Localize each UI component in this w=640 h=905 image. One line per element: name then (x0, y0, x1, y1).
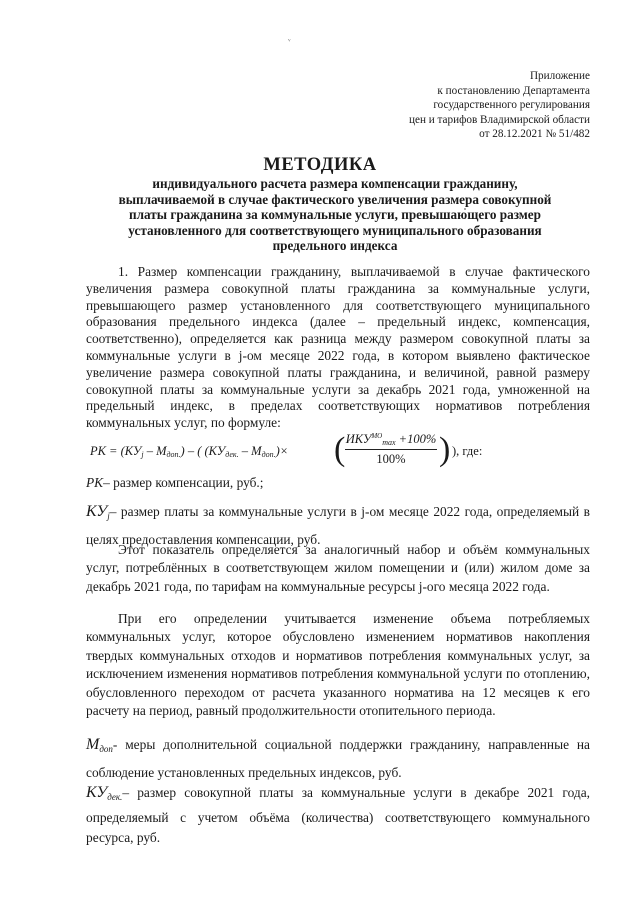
formula-fraction (345, 432, 437, 467)
definition-sub: j (107, 511, 110, 521)
definition-ku-dek (86, 783, 590, 849)
left-paren-icon: ( (334, 431, 346, 468)
fraction-denominator: 100% (376, 452, 406, 466)
definition-text: - меры дополнительной социальной поддержки гражданину, направленные на соблюдение установленных предельных индексов, руб. (86, 737, 590, 780)
paragraph-1: 1. Размер компенсации гражданину, выплачиваемой в случае фактического увеличения размера совокупной платы гражданина за коммунальные услуги, превышающего размер установленного для соответствующего муниципального образования предельного индекса (далее – предельный индекс, компенсация, соответственно), определяется как разница между размером совокупной платы за коммунальные услуги в j-ом месяце 2022 года, в котором выявлено фактическое увеличение размера совокупной платы гражданина, и величиной, равной размеру совокупной платы за коммунальные услуги за декабрь 2021 года, умноженной на предельный индекс, в пределах соответствующих нормативов потребления коммунальных услуг, по формуле: (86, 264, 590, 431)
compensation-formula (90, 432, 590, 472)
formula-lhs (90, 444, 288, 459)
formula-sub: дек. (225, 450, 239, 459)
appendix-line: Приложение (529, 70, 590, 82)
definition-m-dop (86, 733, 590, 784)
definition-symbol: М (86, 736, 100, 753)
formula-part: ИКУ (345, 432, 372, 446)
formula-part: +100% (395, 432, 437, 446)
formula-part: РК = (КУ (90, 444, 142, 458)
paragraph-4: При его определении учитывается изменение объема потребляемых коммунальных услуг, которое обусловлено изменением нормативов накопления твердых коммунальных отходов и нормативов потребления коммунальных услуг, за исключением изменения нормативов потребления коммунальной услуги по отоплению, обусловленного переходом от расчета указанного норматива на 12 месяцев к его расчету на период, равный продолжительности отопительного периода. (86, 611, 590, 719)
formula-tail: ), где: (452, 444, 483, 458)
right-paren-icon: ) (439, 431, 451, 468)
definition-text: – размер совокупной платы за коммунальные услуги в декабре 2021 года, определяемый с учетом объёма (количества) соответствующего коммунального ресурса, руб. (86, 785, 590, 845)
formula-part: ) – ( (КУ (180, 444, 226, 458)
subtitle-line: платы гражданина за коммунальные услуги, превышающего размер (129, 207, 541, 223)
formula-part: )× (275, 444, 289, 458)
paragraph-3: Этот показатель определяется за аналогичный набор и объём коммунальных услуг, потреблённых в соответствующем жилом помещении и (или) жилом доме за декабрь 2021 года, по тарифам на коммунальные ресурсы j-ого месяца 2022 года. (86, 542, 590, 594)
appendix-header (330, 69, 590, 142)
formula-sub: max (382, 438, 396, 447)
definition-rk (86, 474, 590, 491)
subtitle-line: выплачиваемой в случае фактического увеличения размера совокупной (118, 191, 552, 207)
definition-symbol: РК (86, 475, 104, 490)
subtitle-line: предельного индекса (272, 238, 398, 254)
scan-mark: ᵛ (288, 36, 291, 46)
fraction-numerator (345, 432, 437, 450)
formula-part: – М (238, 444, 262, 458)
formula-sup: МО (371, 432, 383, 440)
subtitle-line: установленного для соответствующего муниципального образования (128, 222, 542, 238)
subtitle-line: индивидуального расчета размера компенсации гражданину, (152, 176, 518, 191)
appendix-line: цен и тарифов Владимирской области (409, 113, 590, 126)
formula-part: – М (143, 444, 167, 458)
appendix-line: к постановлению Департамента (437, 84, 590, 97)
definition-symbol: КУ (86, 503, 108, 520)
definition-text: – размер платы за коммунальные услуги в j-ом месяце 2022 года, определяемый в целях предоставления компенсации, руб. (86, 504, 590, 547)
definition-text: – размер компенсации, руб.; (103, 475, 264, 490)
appendix-line: от 28.12.2021 № 51/482 (479, 128, 590, 141)
definition-sub: дек. (107, 792, 123, 802)
document-title: МЕТОДИКА (263, 155, 377, 175)
formula-sub: j (141, 450, 144, 459)
definition-symbol: КУ (86, 784, 108, 801)
appendix-line: государственного регулирования (433, 99, 590, 112)
definition-sub: доп (99, 744, 113, 754)
formula-sub: доп. (166, 450, 181, 459)
formula-sub: доп. (261, 450, 276, 459)
document-subtitle (80, 176, 590, 254)
